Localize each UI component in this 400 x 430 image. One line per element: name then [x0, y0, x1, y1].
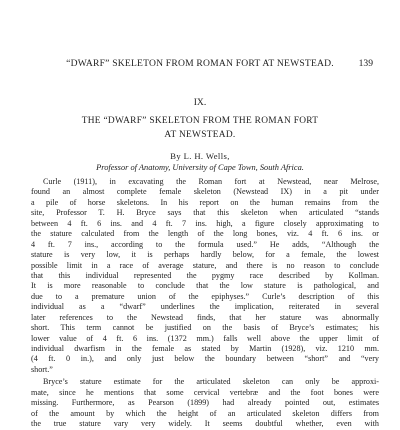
body-line: mate, since he mentions that some cervical vertebræ and the foot bones were [31, 387, 379, 397]
paragraph-2 [31, 377, 379, 429]
article-title [0, 115, 400, 142]
body-line: found an almost complete female skeleton (Newstead IX) in a pit under [31, 187, 379, 197]
body-line: Bryce’s stature estimate for the articulated skeleton can only be approxi- [43, 377, 379, 387]
body-line: (4 ft. 0 in.), and only just below the boundary between “short” and “very [31, 354, 379, 364]
body-line: individual dwarfism in the female as stated by Martin (1928), viz. 1210 mm. [31, 344, 379, 353]
body-line: a pile of horse skeletons. In his report on the human remains from the [31, 197, 379, 207]
section-number: IX. [193, 97, 207, 108]
body-line: the true stature vary very widely. It seems doubtful whether, even with [31, 419, 379, 429]
body-line: due to a premature union of the epiphyses.” Curle’s description of this [31, 291, 379, 301]
body-line: missing. Furthermore, as Pearson (1899) had already pointed out, estimates [31, 398, 379, 408]
body-line: of the amount by which the height of an articulated skeleton differs from [31, 408, 379, 418]
body-line: It is more reasonable to conclude that the low stature is pathological, and [31, 281, 379, 291]
body-line: stature is very low, it is perhaps hardly below, for a female, the lowest [31, 250, 379, 260]
body-line: that this individual represented the pygmy race described by Kollman. [31, 270, 379, 280]
body-line: short. This term cannot be justified on the basis of Bryce’s estimates; his [31, 323, 379, 333]
author-byline: By L. H. Wells, [170, 151, 230, 161]
article-title-line-2: AT NEWSTEAD. [164, 129, 236, 140]
body-line: Curle (1911), in excavating the Roman fort at Newstead, near Melrose, [43, 177, 379, 186]
body-line: short.” [31, 364, 53, 374]
body-line: individual as a “dwarf” underlines the implication, reiterated in several [31, 302, 379, 312]
article-title-line-1: THE “DWARF” SKELETON FROM THE ROMAN FORT [81, 116, 319, 126]
body-line: possible limit in a race of average stature, and there is no reason to conclude [31, 260, 379, 270]
body-line: the stature calculated from the length of the long bones, viz. 4 ft. 6 ins. or [31, 229, 379, 239]
body-line: lower value of 4 ft. 6 ins. (1372 mm.) falls well above the upper limit of [31, 333, 379, 343]
body-line: 4 ft. 7 ins., according to the formula used.” He adds, “Although the [31, 239, 379, 249]
running-title: “DWARF” SKELETON FROM ROMAN FORT AT NEWSTEAD. [66, 58, 334, 69]
body-line: site, Professor T. H. Bryce says that this skeleton when articulated “stands [31, 208, 379, 218]
article-body [31, 177, 379, 430]
page-number: 139 [358, 58, 373, 69]
running-head [0, 58, 400, 72]
author-affiliation: Professor of Anatomy, University of Cape Town, South Africa. [96, 163, 304, 172]
paragraph-1 [31, 177, 379, 375]
body-line: later references to the Newstead finds, that her stature was abnormally [31, 312, 379, 322]
body-line: between 4 ft. 6 ins. and 4 ft. 7 ins. high, a figure closely approximating to [31, 218, 379, 228]
